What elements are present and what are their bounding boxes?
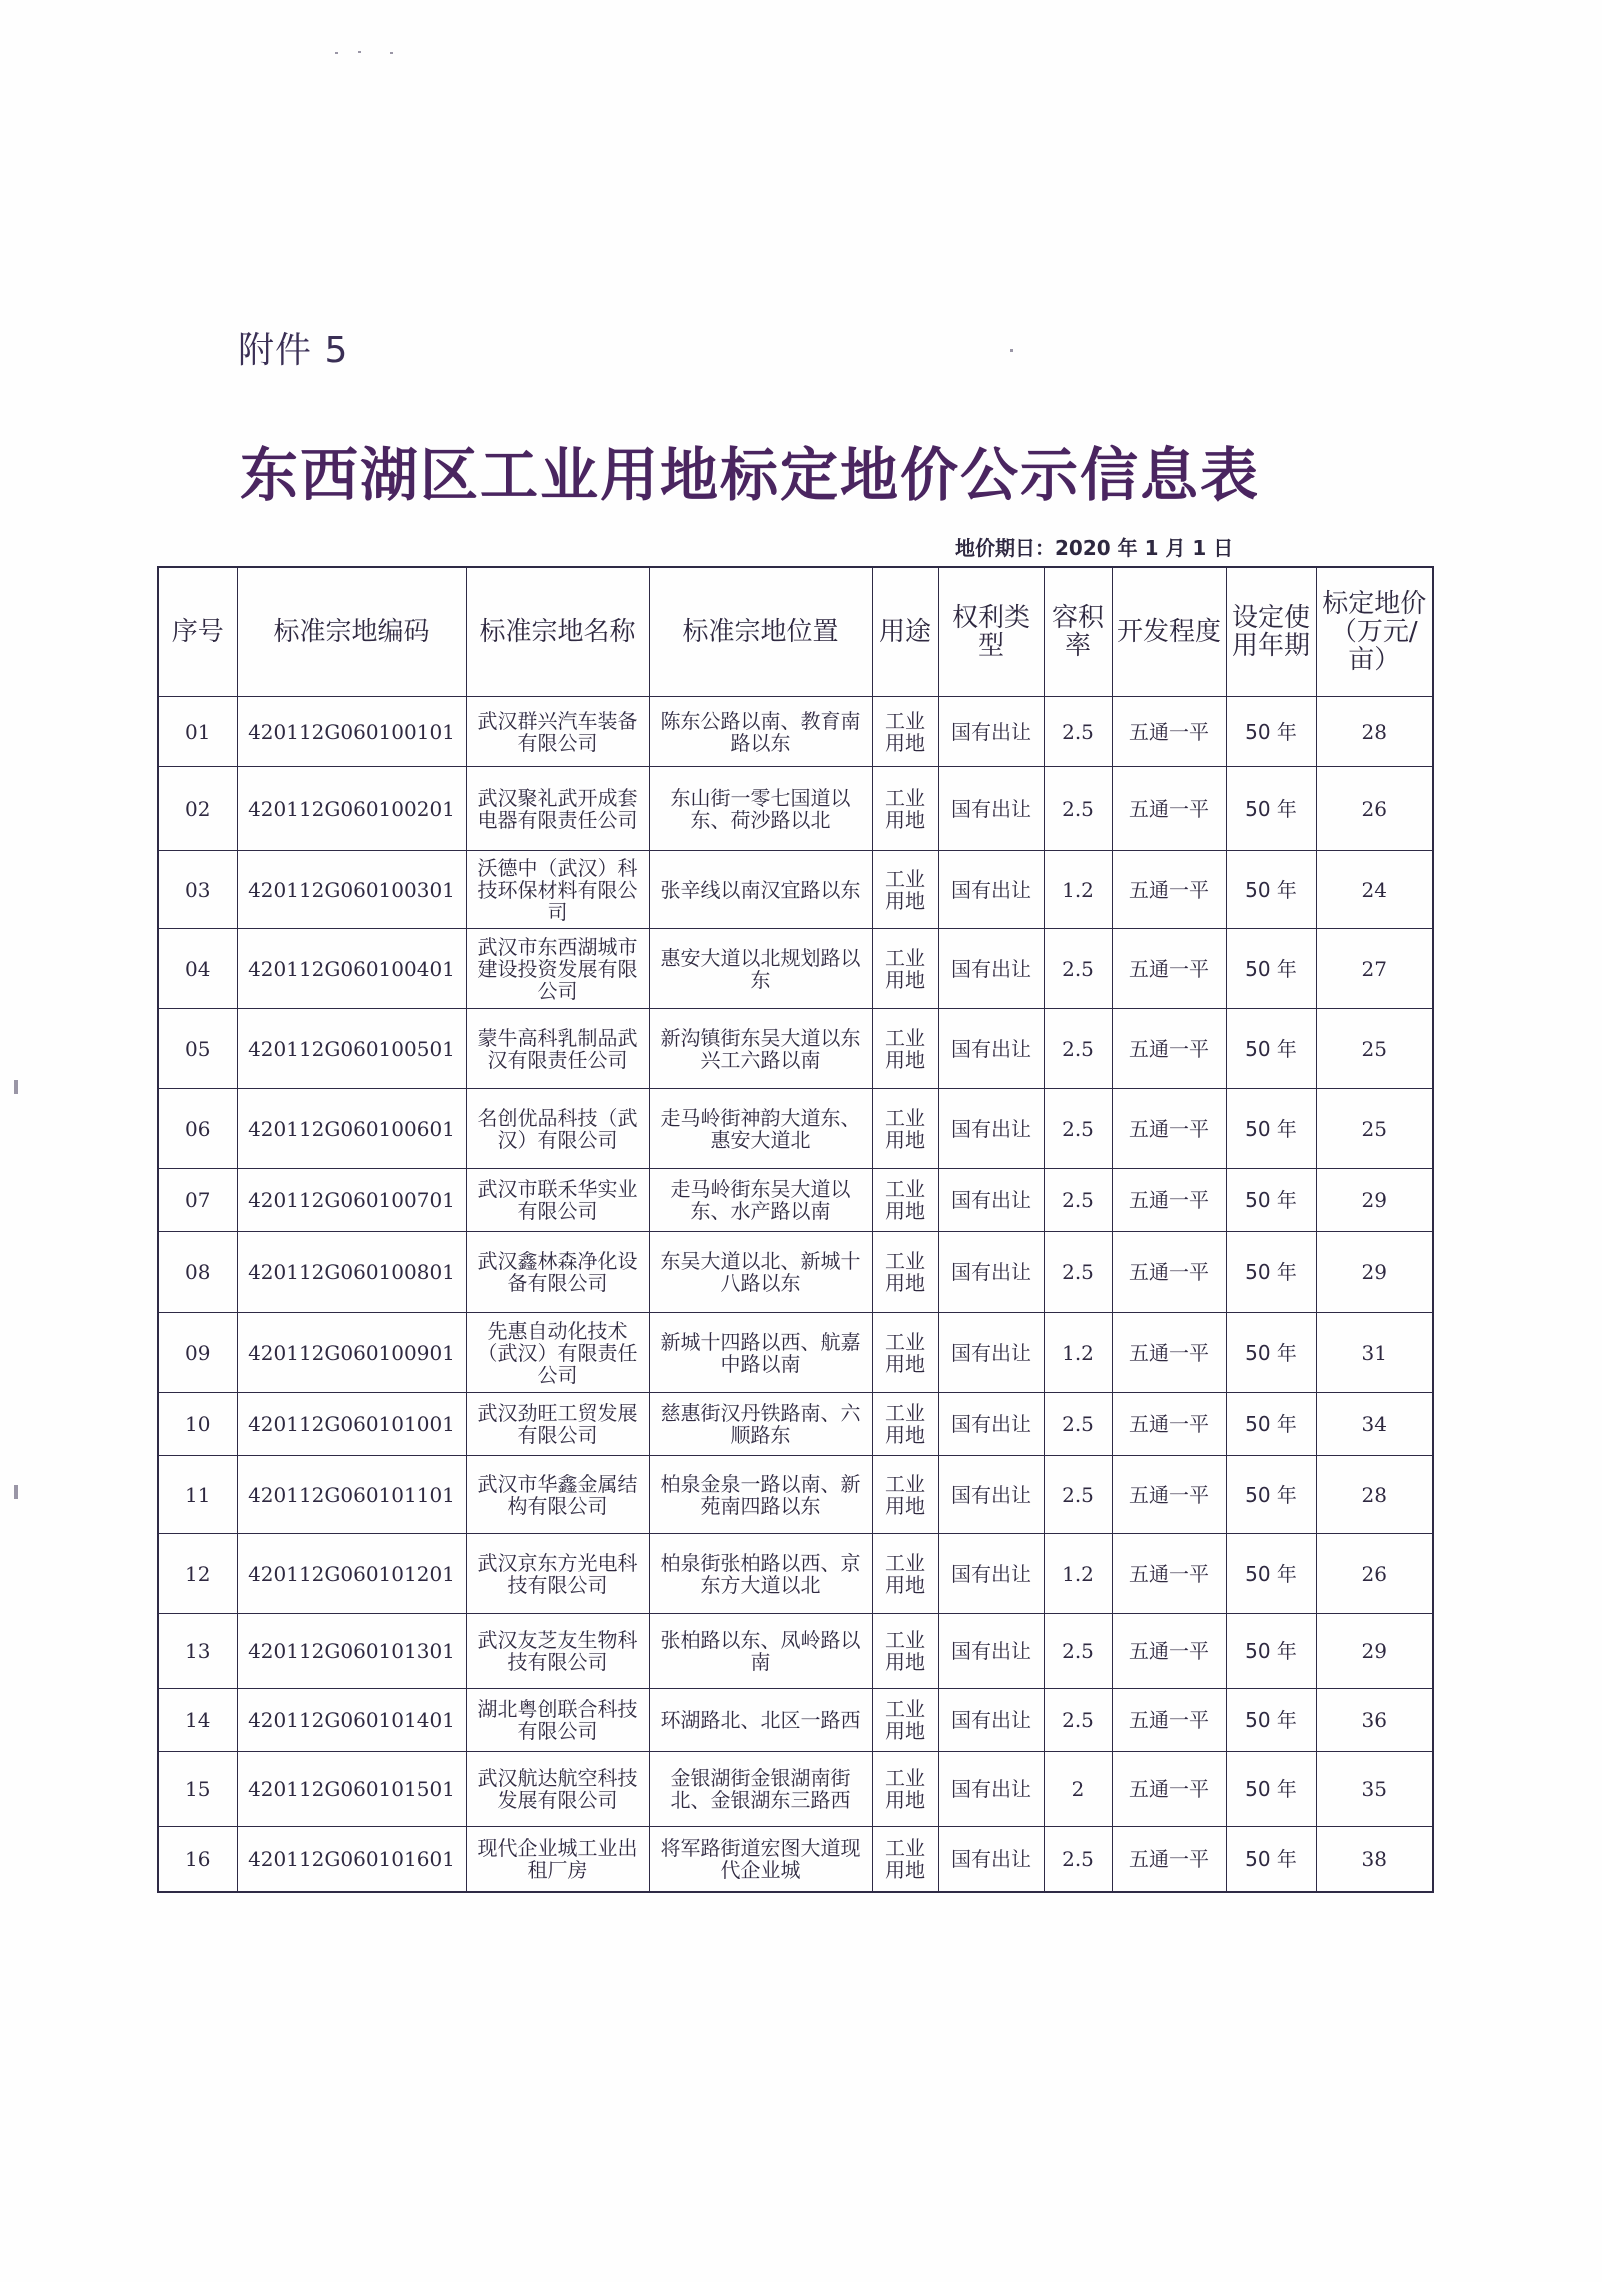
cell-term: 50 年 [1226, 1534, 1316, 1614]
table-row [158, 1089, 1433, 1169]
cell-price: 27 [1316, 929, 1433, 1009]
col-header-name: 标准宗地名称 [466, 567, 649, 697]
cell-name: 现代企业城工业出租厂房 [466, 1827, 649, 1892]
cell-dev: 五通一平 [1112, 1169, 1226, 1232]
cell-dev: 五通一平 [1112, 1752, 1226, 1827]
cell-name: 武汉群兴汽车装备有限公司 [466, 697, 649, 767]
cell-code: 420112G060100701 [237, 1169, 466, 1232]
table-row [158, 1009, 1433, 1089]
cell-code: 420112G060100401 [237, 929, 466, 1009]
cell-price: 25 [1316, 1089, 1433, 1169]
cell-code: 420112G060100101 [237, 697, 466, 767]
cell-name: 武汉京东方光电科技有限公司 [466, 1534, 649, 1614]
cell-far: 2.5 [1044, 1456, 1112, 1534]
scan-speck [335, 52, 338, 54]
cell-seq: 07 [158, 1169, 237, 1232]
cell-code: 420112G060100801 [237, 1232, 466, 1313]
table-body [158, 697, 1433, 1892]
cell-location: 环湖路北、北区一路西 [649, 1689, 872, 1752]
cell-use: 工业用地 [872, 1232, 938, 1313]
table-row [158, 1827, 1433, 1892]
cell-use: 工业用地 [872, 1614, 938, 1689]
cell-term: 50 年 [1226, 929, 1316, 1009]
table-row [158, 1614, 1433, 1689]
cell-name: 武汉聚礼武开成套电器有限责任公司 [466, 767, 649, 851]
cell-term: 50 年 [1226, 767, 1316, 851]
cell-code: 420112G060101301 [237, 1614, 466, 1689]
cell-code: 420112G060101501 [237, 1752, 466, 1827]
cell-far: 2.5 [1044, 1614, 1112, 1689]
cell-use: 工业用地 [872, 851, 938, 929]
col-header-far: 容积率 [1044, 567, 1112, 697]
cell-far: 2.5 [1044, 1827, 1112, 1892]
cell-far: 2.5 [1044, 1393, 1112, 1456]
cell-term: 50 年 [1226, 1169, 1316, 1232]
cell-right-type: 国有出让 [938, 1456, 1044, 1534]
table-row [158, 767, 1433, 851]
col-header-use: 用途 [872, 567, 938, 697]
cell-code: 420112G060101001 [237, 1393, 466, 1456]
cell-location: 将军路街道宏图大道现代企业城 [649, 1827, 872, 1892]
cell-term: 50 年 [1226, 1313, 1316, 1393]
cell-term: 50 年 [1226, 697, 1316, 767]
cell-right-type: 国有出让 [938, 1827, 1044, 1892]
cell-name: 武汉友芝友生物科技有限公司 [466, 1614, 649, 1689]
cell-use: 工业用地 [872, 1689, 938, 1752]
cell-seq: 03 [158, 851, 237, 929]
price-date: 地价期日：2020 年 1 月 1 日 [955, 536, 1234, 560]
cell-price: 35 [1316, 1752, 1433, 1827]
cell-use: 工业用地 [872, 1752, 938, 1827]
cell-right-type: 国有出让 [938, 1313, 1044, 1393]
cell-seq: 11 [158, 1456, 237, 1534]
table-header-row [158, 567, 1433, 697]
cell-name: 武汉航达航空科技发展有限公司 [466, 1752, 649, 1827]
cell-price: 26 [1316, 767, 1433, 851]
cell-price: 28 [1316, 697, 1433, 767]
cell-location: 慈惠街汉丹铁路南、六顺路东 [649, 1393, 872, 1456]
cell-location: 走马岭街东吴大道以东、水产路以南 [649, 1169, 872, 1232]
cell-term: 50 年 [1226, 1689, 1316, 1752]
cell-price: 29 [1316, 1232, 1433, 1313]
scan-speck [14, 1080, 18, 1094]
cell-right-type: 国有出让 [938, 1752, 1044, 1827]
cell-dev: 五通一平 [1112, 1456, 1226, 1534]
cell-seq: 13 [158, 1614, 237, 1689]
cell-right-type: 国有出让 [938, 929, 1044, 1009]
cell-dev: 五通一平 [1112, 1232, 1226, 1313]
cell-dev: 五通一平 [1112, 1534, 1226, 1614]
table-row [158, 851, 1433, 929]
cell-price: 34 [1316, 1393, 1433, 1456]
cell-right-type: 国有出让 [938, 1614, 1044, 1689]
cell-term: 50 年 [1226, 1089, 1316, 1169]
cell-dev: 五通一平 [1112, 1089, 1226, 1169]
col-header-term: 设定使用年期 [1226, 567, 1316, 697]
cell-seq: 12 [158, 1534, 237, 1614]
cell-name: 先惠自动化技术（武汉）有限责任公司 [466, 1313, 649, 1393]
cell-far: 1.2 [1044, 1313, 1112, 1393]
cell-location: 东吴大道以北、新城十八路以东 [649, 1232, 872, 1313]
scan-speck [390, 52, 393, 54]
table-row [158, 1313, 1433, 1393]
cell-location: 走马岭街神韵大道东、惠安大道北 [649, 1089, 872, 1169]
cell-right-type: 国有出让 [938, 1534, 1044, 1614]
cell-seq: 14 [158, 1689, 237, 1752]
cell-location: 新城十四路以西、航嘉中路以南 [649, 1313, 872, 1393]
cell-name: 武汉市华鑫金属结构有限公司 [466, 1456, 649, 1534]
cell-use: 工业用地 [872, 1827, 938, 1892]
cell-location: 柏泉金泉一路以南、新苑南四路以东 [649, 1456, 872, 1534]
cell-location: 东山街一零七国道以东、荷沙路以北 [649, 767, 872, 851]
cell-price: 28 [1316, 1456, 1433, 1534]
cell-far: 2.5 [1044, 1689, 1112, 1752]
cell-right-type: 国有出让 [938, 851, 1044, 929]
cell-seq: 10 [158, 1393, 237, 1456]
cell-right-type: 国有出让 [938, 1689, 1044, 1752]
cell-name: 名创优品科技（武汉）有限公司 [466, 1089, 649, 1169]
cell-location: 陈东公路以南、教育南路以东 [649, 697, 872, 767]
table-row [158, 929, 1433, 1009]
cell-name: 武汉鑫林森净化设备有限公司 [466, 1232, 649, 1313]
col-header-seq: 序号 [158, 567, 237, 697]
cell-code: 420112G060101601 [237, 1827, 466, 1892]
table-row [158, 1232, 1433, 1313]
cell-far: 1.2 [1044, 851, 1112, 929]
col-header-dev: 开发程度 [1112, 567, 1226, 697]
cell-use: 工业用地 [872, 1456, 938, 1534]
cell-dev: 五通一平 [1112, 851, 1226, 929]
cell-far: 2.5 [1044, 1169, 1112, 1232]
col-header-location: 标准宗地位置 [649, 567, 872, 697]
cell-far: 2.5 [1044, 929, 1112, 1009]
cell-dev: 五通一平 [1112, 1827, 1226, 1892]
cell-far: 2.5 [1044, 1232, 1112, 1313]
table-row [158, 1169, 1433, 1232]
cell-term: 50 年 [1226, 1614, 1316, 1689]
cell-code: 420112G060100201 [237, 767, 466, 851]
cell-use: 工业用地 [872, 1313, 938, 1393]
cell-right-type: 国有出让 [938, 1089, 1044, 1169]
table-row [158, 697, 1433, 767]
table-row [158, 1534, 1433, 1614]
cell-right-type: 国有出让 [938, 1009, 1044, 1089]
cell-price: 29 [1316, 1169, 1433, 1232]
cell-term: 50 年 [1226, 1827, 1316, 1892]
cell-seq: 15 [158, 1752, 237, 1827]
land-price-table [157, 566, 1434, 1893]
cell-code: 420112G060100601 [237, 1089, 466, 1169]
cell-dev: 五通一平 [1112, 767, 1226, 851]
cell-dev: 五通一平 [1112, 1614, 1226, 1689]
cell-code: 420112G060100501 [237, 1009, 466, 1089]
cell-location: 张辛线以南汉宜路以东 [649, 851, 872, 929]
cell-term: 50 年 [1226, 1393, 1316, 1456]
cell-seq: 04 [158, 929, 237, 1009]
cell-far: 2.5 [1044, 767, 1112, 851]
cell-right-type: 国有出让 [938, 697, 1044, 767]
table-row [158, 1393, 1433, 1456]
cell-dev: 五通一平 [1112, 1689, 1226, 1752]
cell-name: 沃德中（武汉）科技环保材料有限公司 [466, 851, 649, 929]
cell-term: 50 年 [1226, 851, 1316, 929]
cell-dev: 五通一平 [1112, 1313, 1226, 1393]
cell-name: 武汉市东西湖城市建设投资发展有限公司 [466, 929, 649, 1009]
cell-use: 工业用地 [872, 697, 938, 767]
cell-far: 2.5 [1044, 1089, 1112, 1169]
cell-price: 24 [1316, 851, 1433, 929]
cell-code: 420112G060100901 [237, 1313, 466, 1393]
page-title: 东西湖区工业用地标定地价公示信息表 [239, 441, 1260, 509]
cell-seq: 05 [158, 1009, 237, 1089]
cell-price: 36 [1316, 1689, 1433, 1752]
cell-seq: 02 [158, 767, 237, 851]
cell-dev: 五通一平 [1112, 1009, 1226, 1089]
table-row [158, 1689, 1433, 1752]
cell-term: 50 年 [1226, 1456, 1316, 1534]
cell-location: 金银湖街金银湖南街北、金银湖东三路西 [649, 1752, 872, 1827]
cell-price: 25 [1316, 1009, 1433, 1089]
cell-price: 38 [1316, 1827, 1433, 1892]
cell-use: 工业用地 [872, 929, 938, 1009]
cell-location: 张柏路以东、凤岭路以南 [649, 1614, 872, 1689]
table-row [158, 1752, 1433, 1827]
cell-use: 工业用地 [872, 1089, 938, 1169]
cell-term: 50 年 [1226, 1752, 1316, 1827]
scan-speck [1010, 349, 1013, 352]
cell-name: 武汉市联禾华实业有限公司 [466, 1169, 649, 1232]
col-header-right-type: 权利类型 [938, 567, 1044, 697]
cell-seq: 08 [158, 1232, 237, 1313]
cell-price: 31 [1316, 1313, 1433, 1393]
cell-code: 420112G060100301 [237, 851, 466, 929]
cell-right-type: 国有出让 [938, 1393, 1044, 1456]
cell-use: 工业用地 [872, 1009, 938, 1089]
cell-location: 柏泉街张柏路以西、京东方大道以北 [649, 1534, 872, 1614]
table-row [158, 1456, 1433, 1534]
cell-right-type: 国有出让 [938, 1232, 1044, 1313]
col-header-price: 标定地价（万元/亩） [1316, 567, 1433, 697]
col-header-code: 标准宗地编码 [237, 567, 466, 697]
cell-term: 50 年 [1226, 1009, 1316, 1089]
attachment-label: 附件 5 [238, 330, 349, 371]
cell-far: 2.5 [1044, 697, 1112, 767]
cell-seq: 16 [158, 1827, 237, 1892]
cell-far: 2 [1044, 1752, 1112, 1827]
cell-code: 420112G060101101 [237, 1456, 466, 1534]
cell-seq: 06 [158, 1089, 237, 1169]
cell-location: 新沟镇街东吴大道以东兴工六路以南 [649, 1009, 872, 1089]
cell-far: 1.2 [1044, 1534, 1112, 1614]
cell-location: 惠安大道以北规划路以东 [649, 929, 872, 1009]
cell-code: 420112G060101201 [237, 1534, 466, 1614]
scan-speck [358, 51, 361, 53]
cell-right-type: 国有出让 [938, 767, 1044, 851]
cell-far: 2.5 [1044, 1009, 1112, 1089]
cell-use: 工业用地 [872, 767, 938, 851]
cell-use: 工业用地 [872, 1393, 938, 1456]
cell-dev: 五通一平 [1112, 697, 1226, 767]
cell-name: 湖北粤创联合科技有限公司 [466, 1689, 649, 1752]
cell-term: 50 年 [1226, 1232, 1316, 1313]
cell-dev: 五通一平 [1112, 1393, 1226, 1456]
cell-right-type: 国有出让 [938, 1169, 1044, 1232]
cell-price: 26 [1316, 1534, 1433, 1614]
cell-use: 工业用地 [872, 1169, 938, 1232]
scan-speck [14, 1485, 18, 1499]
cell-dev: 五通一平 [1112, 929, 1226, 1009]
cell-use: 工业用地 [872, 1534, 938, 1614]
cell-price: 29 [1316, 1614, 1433, 1689]
cell-code: 420112G060101401 [237, 1689, 466, 1752]
cell-seq: 09 [158, 1313, 237, 1393]
cell-name: 蒙牛高科乳制品武汉有限责任公司 [466, 1009, 649, 1089]
cell-name: 武汉劲旺工贸发展有限公司 [466, 1393, 649, 1456]
cell-seq: 01 [158, 697, 237, 767]
